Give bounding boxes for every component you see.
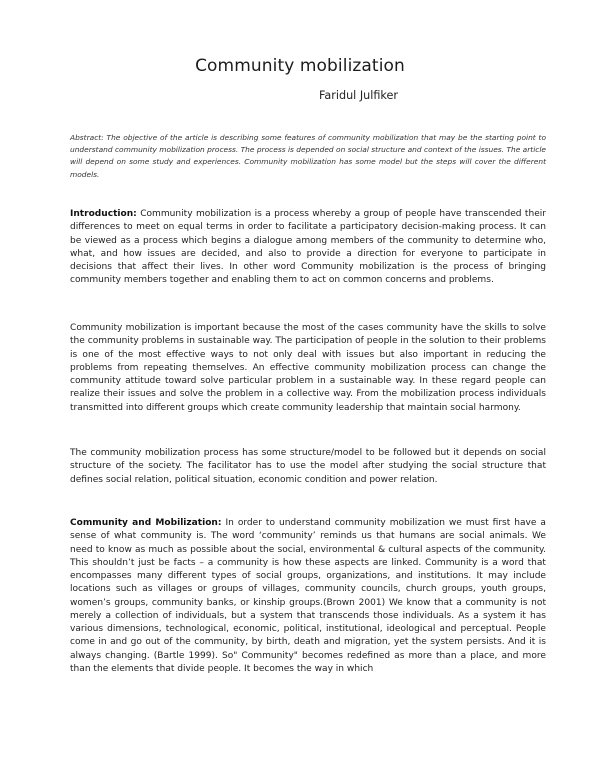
- community-mobilization-heading: Community and Mobilization:: [70, 518, 222, 528]
- community-mobilization-text: In order to understand community mobilization we must first have a sense of what community is. The word ‘community’ reminds us that humans are social animals. We need to know as much as possible about the social, environmental & cultural aspects of the community. This shouldn’t just be facts – a community is how these aspects are linked. Community is a word that encompasses many different types of social groups, organizations, and institutions. It may include locations such as villages or groups of villages, community councils, church groups, youth groups, women’s groups, community banks, or kinship groups.(Brown 2001) We know that a community is not merely a collection of individuals, but a system that transcends those individuals. As a system it has various dimensions, technological, economic, political, institutional, ideological and perceptual. People come in and go out of the community, by birth, death and migration, yet the system persists. And it is always changing. (Bartle 1999). So" Community" becomes redefined as more than a place, and more than the elements that divide people. It becomes the way in which: [70, 518, 546, 674]
- document-title: Community mobilization: [195, 56, 405, 76]
- introduction-text: Community mobilization is a process whereby a group of people have transcended their differences to meet on equal terms in order to facilitate a participatory decision-making process. It can be viewed as a process which begins a dialogue among members of the community to determine who, what, and how issues are decided, and also to provide a direction for everyone to participate in decisions that affect their lives. In other word Community mobilization is the process of bringing community members together and enabling them to act on common concerns and problems.: [70, 209, 546, 286]
- introduction-heading: Introduction:: [70, 209, 137, 219]
- body-paragraph-2: Community mobilization is important because the most of the cases community have the skills to solve the community problems in sustainable way. The participation of people in the solution to their problems is one of the most effective ways to not only deal with issues but also important in reducing the problems from repeating themselves. An effective community mobilization process can change the community attitude toward solve particular problem in a sustainable way. In these regard people can realize their issues and solve the problem in a collective way. From the mobilization process individuals transmitted into different groups which create community leadership that maintain social harmony.: [70, 323, 546, 413]
- body-paragraph-3: The community mobilization process has some structure/model to be followed but it depends on social structure of the society. The facilitator has to use the model after studying the social structure that defines social relation, political situation, economic condition and power relation.: [70, 448, 546, 485]
- abstract: Abstract: The objective of the article is describing some features of community mobilization that may be the starting point to understand community mobilization process. The process is depended on social structure and context of the issues. The article will depend on some study and experiences. Community mobilization has some model but the steps will cover the different models.: [70, 133, 546, 179]
- introduction-paragraph: [70, 208, 546, 288]
- community-mobilization-paragraph: [70, 517, 546, 676]
- author-name: Faridul Julfiker: [319, 89, 398, 102]
